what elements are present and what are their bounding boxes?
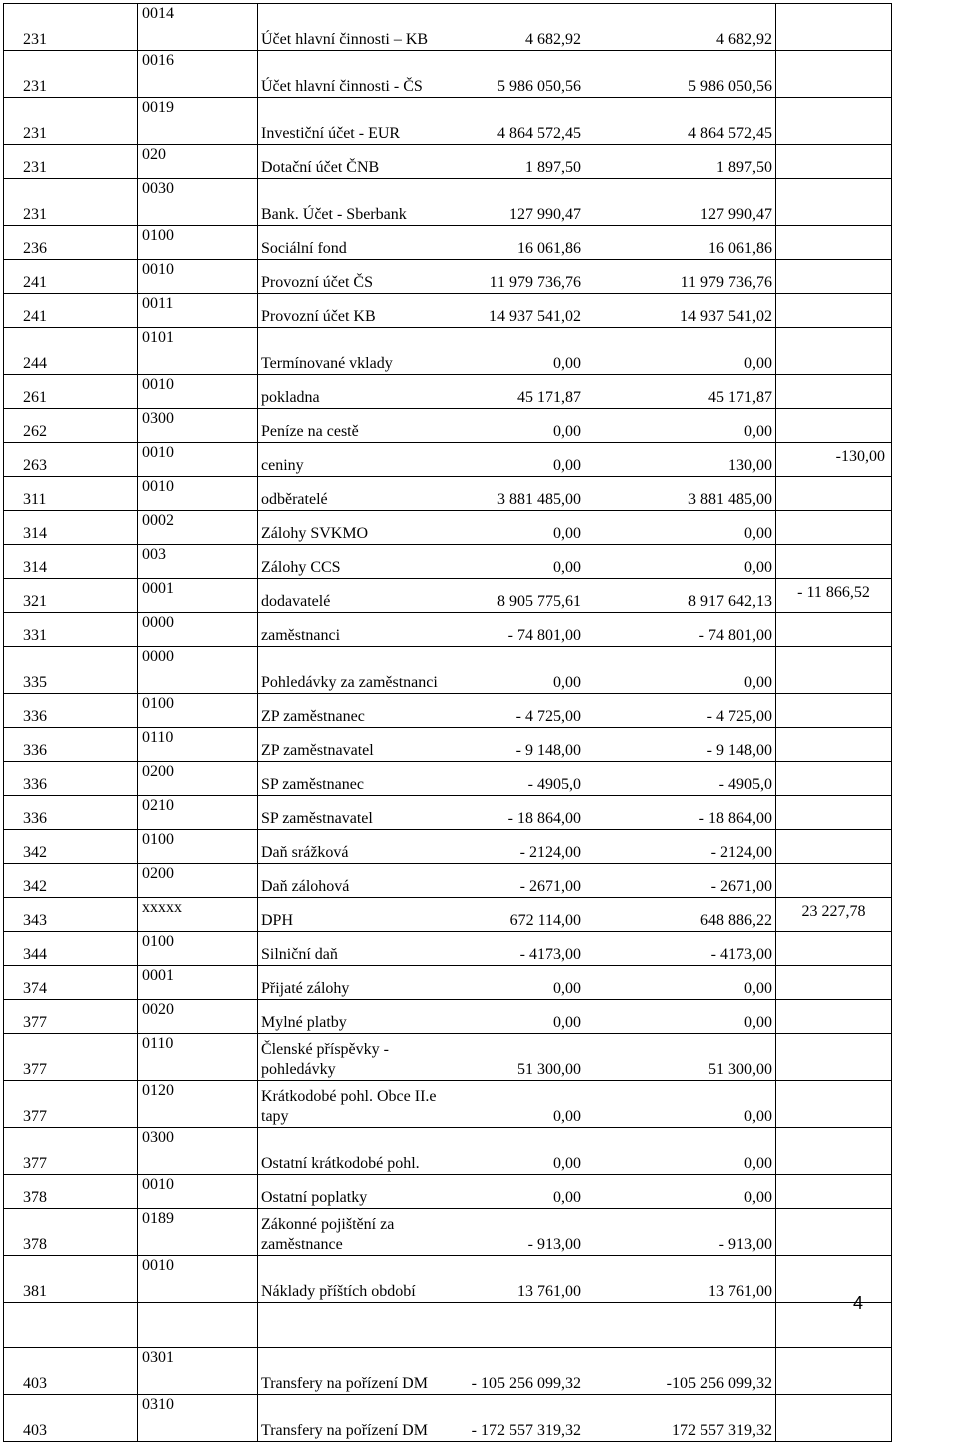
balance-value: 0,00 [441, 1128, 584, 1175]
account-number: 331 [4, 613, 138, 647]
difference-value [776, 1209, 892, 1256]
account-name: Pohledávky za zaměstnanci [258, 647, 442, 694]
ledger-value: 8 917 642,13 [584, 579, 776, 613]
analytic-code: 0010 [138, 443, 258, 477]
difference-value [776, 477, 892, 511]
table-row [4, 179, 892, 226]
account-number: 403 [4, 1348, 138, 1395]
account-name: SP zaměstnanec [258, 762, 442, 796]
difference-value [776, 375, 892, 409]
account-name: Náklady příštích období [258, 1256, 442, 1303]
analytic-code: 0110 [138, 1034, 258, 1081]
balance-value: - 172 557 319,32 [441, 1395, 584, 1442]
account-number: 336 [4, 694, 138, 728]
difference-value [776, 1303, 892, 1348]
account-name: Peníze na cestě [258, 409, 442, 443]
balance-value: 0,00 [441, 409, 584, 443]
account-name: pokladna [258, 375, 442, 409]
balance-value: 11 979 736,76 [441, 260, 584, 294]
page-number: 4 [853, 1293, 864, 1313]
account-number: 314 [4, 545, 138, 579]
balance-value: 0,00 [441, 328, 584, 375]
account-name: Krátkodobé pohl. Obce II.e tapy [258, 1081, 442, 1128]
analytic-code: xxxxx [138, 898, 258, 932]
balance-value: 0,00 [441, 511, 584, 545]
table-row [4, 1034, 892, 1081]
table-row [4, 4, 892, 51]
analytic-code: 0010 [138, 477, 258, 511]
difference-value [776, 260, 892, 294]
account-number: 231 [4, 4, 138, 51]
balance-value: - 2124,00 [441, 830, 584, 864]
account-name: Členské příspěvky - pohledávky [258, 1034, 442, 1081]
balance-value: 3 881 485,00 [441, 477, 584, 511]
balance-value: 51 300,00 [441, 1034, 584, 1081]
account-number: 314 [4, 511, 138, 545]
table-row [4, 443, 892, 477]
account-name: ZP zaměstnavatel [258, 728, 442, 762]
account-number: 231 [4, 145, 138, 179]
balance-value: 4 682,92 [441, 4, 584, 51]
ledger-value: 127 990,47 [584, 179, 776, 226]
analytic-code: 0310 [138, 1395, 258, 1442]
account-name: Bank. Účet - Sberbank [258, 179, 442, 226]
analytic-code: 0200 [138, 864, 258, 898]
table-row [4, 647, 892, 694]
account-number: 378 [4, 1209, 138, 1256]
balance-value: 14 937 541,02 [441, 294, 584, 328]
account-name: Termínované vklady [258, 328, 442, 375]
ledger-value: - 913,00 [584, 1209, 776, 1256]
balance-value: 672 114,00 [441, 898, 584, 932]
account-number: 374 [4, 966, 138, 1000]
table-row [4, 98, 892, 145]
account-number: 336 [4, 728, 138, 762]
table-row [4, 145, 892, 179]
ledger-value: - 4 725,00 [584, 694, 776, 728]
difference-value [776, 1034, 892, 1081]
table-row [4, 1348, 892, 1395]
ledger-value: 45 171,87 [584, 375, 776, 409]
analytic-code [138, 1303, 258, 1348]
analytic-code: 003 [138, 545, 258, 579]
difference-value [776, 762, 892, 796]
account-name: dodavatelé [258, 579, 442, 613]
ledger-value: 0,00 [584, 1175, 776, 1209]
analytic-code: 0019 [138, 98, 258, 145]
ledger-value: 0,00 [584, 328, 776, 375]
account-name: Účet hlavní činnosti - ČS [258, 51, 442, 98]
account-name: Daň srážková [258, 830, 442, 864]
balance-value: 8 905 775,61 [441, 579, 584, 613]
account-name: Provozní účet ČS [258, 260, 442, 294]
ledger-value: 130,00 [584, 443, 776, 477]
balance-value: - 2671,00 [441, 864, 584, 898]
ledger-value: 0,00 [584, 647, 776, 694]
ledger-value [584, 1303, 776, 1348]
difference-value [776, 1128, 892, 1175]
table-row [4, 613, 892, 647]
account-number: 231 [4, 98, 138, 145]
ledger-value: 51 300,00 [584, 1034, 776, 1081]
difference-value [776, 98, 892, 145]
analytic-code: 0210 [138, 796, 258, 830]
ledger-value: - 4173,00 [584, 932, 776, 966]
table-row [4, 966, 892, 1000]
balance-value: 0,00 [441, 443, 584, 477]
difference-value [776, 226, 892, 260]
analytic-code: 0014 [138, 4, 258, 51]
difference-value: 23 227,78 [776, 898, 892, 932]
analytic-code: 0000 [138, 613, 258, 647]
ledger-value: - 9 148,00 [584, 728, 776, 762]
account-number: 403 [4, 1395, 138, 1442]
ledger-value: 1 897,50 [584, 145, 776, 179]
account-name: Přijaté zálohy [258, 966, 442, 1000]
account-name: Daň zálohová [258, 864, 442, 898]
ledger-value: 0,00 [584, 1000, 776, 1034]
ledger-value: 648 886,22 [584, 898, 776, 932]
table-row [4, 328, 892, 375]
table-row [4, 796, 892, 830]
balance-value: - 4905,0 [441, 762, 584, 796]
account-number: 343 [4, 898, 138, 932]
analytic-code: 0301 [138, 1348, 258, 1395]
ledger-value: - 18 864,00 [584, 796, 776, 830]
ledger-value: 0,00 [584, 1128, 776, 1175]
account-number: 263 [4, 443, 138, 477]
account-name: Ostatní krátkodobé pohl. [258, 1128, 442, 1175]
analytic-code: 0010 [138, 1256, 258, 1303]
analytic-code: 0110 [138, 728, 258, 762]
table-row [4, 830, 892, 864]
account-number: 381 [4, 1256, 138, 1303]
balance-value: 4 864 572,45 [441, 98, 584, 145]
difference-value [776, 728, 892, 762]
ledger-value: 0,00 [584, 511, 776, 545]
table-row [4, 762, 892, 796]
account-number: 378 [4, 1175, 138, 1209]
account-name: SP zaměstnavatel [258, 796, 442, 830]
balance-value: 127 990,47 [441, 179, 584, 226]
balance-value: 1 897,50 [441, 145, 584, 179]
account-name: Zákonné pojištění za zaměstnance [258, 1209, 442, 1256]
account-name [258, 1303, 442, 1348]
table-row [4, 1128, 892, 1175]
table-row [4, 1081, 892, 1128]
difference-value [776, 1175, 892, 1209]
difference-value [776, 796, 892, 830]
balance-value: 16 061,86 [441, 226, 584, 260]
analytic-code: 0002 [138, 511, 258, 545]
analytic-code: 0189 [138, 1209, 258, 1256]
account-number: 344 [4, 932, 138, 966]
difference-value: - 11 866,52 [776, 579, 892, 613]
difference-value [776, 864, 892, 898]
difference-value [776, 4, 892, 51]
ledger-value: 0,00 [584, 545, 776, 579]
account-name: Zálohy SVKMO [258, 511, 442, 545]
account-number: 321 [4, 579, 138, 613]
difference-value [776, 545, 892, 579]
ledger-value: - 74 801,00 [584, 613, 776, 647]
analytic-code: 0100 [138, 694, 258, 728]
analytic-code: 0120 [138, 1081, 258, 1128]
table-row [4, 1175, 892, 1209]
table-row [4, 294, 892, 328]
analytic-code: 0011 [138, 294, 258, 328]
analytic-code: 0030 [138, 179, 258, 226]
balance-value: - 18 864,00 [441, 796, 584, 830]
balance-value: - 9 148,00 [441, 728, 584, 762]
difference-value [776, 830, 892, 864]
account-name: ceniny [258, 443, 442, 477]
account-name: Provozní účet KB [258, 294, 442, 328]
difference-value [776, 1395, 892, 1442]
difference-value [776, 179, 892, 226]
table-row [4, 694, 892, 728]
account-number: 377 [4, 1128, 138, 1175]
balance-value: - 74 801,00 [441, 613, 584, 647]
account-number: 377 [4, 1034, 138, 1081]
balance-value: 0,00 [441, 647, 584, 694]
analytic-code: 020 [138, 145, 258, 179]
analytic-code: 0000 [138, 647, 258, 694]
table-row [4, 477, 892, 511]
ledger-value: - 2124,00 [584, 830, 776, 864]
table-row [4, 375, 892, 409]
analytic-code: 0300 [138, 409, 258, 443]
table-row [4, 864, 892, 898]
balance-value: 5 986 050,56 [441, 51, 584, 98]
analytic-code: 0010 [138, 1175, 258, 1209]
account-number: 231 [4, 179, 138, 226]
account-number: 236 [4, 226, 138, 260]
ledger-value: 4 682,92 [584, 4, 776, 51]
balance-value: 13 761,00 [441, 1256, 584, 1303]
ledger-value: - 4905,0 [584, 762, 776, 796]
balance-value: - 105 256 099,32 [441, 1348, 584, 1395]
table-row [4, 511, 892, 545]
table-row [4, 409, 892, 443]
analytic-code: 0001 [138, 579, 258, 613]
account-name: Transfery na pořízení DM [258, 1348, 442, 1395]
account-number [4, 1303, 138, 1348]
account-number: 261 [4, 375, 138, 409]
difference-value: -130,00 [776, 443, 892, 477]
table-row [4, 898, 892, 932]
balance-value: 0,00 [441, 545, 584, 579]
analytic-code: 0100 [138, 932, 258, 966]
difference-value [776, 1256, 892, 1303]
account-name: Ostatní poplatky [258, 1175, 442, 1209]
ledger-value: 14 937 541,02 [584, 294, 776, 328]
account-number: 377 [4, 1000, 138, 1034]
account-number: 335 [4, 647, 138, 694]
analytic-code: 0016 [138, 51, 258, 98]
balance-value: - 4 725,00 [441, 694, 584, 728]
analytic-code: 0001 [138, 966, 258, 1000]
table-row [4, 728, 892, 762]
account-name: ZP zaměstnanec [258, 694, 442, 728]
account-number: 377 [4, 1081, 138, 1128]
analytic-code: 0200 [138, 762, 258, 796]
account-number: 241 [4, 260, 138, 294]
account-number: 311 [4, 477, 138, 511]
difference-value [776, 51, 892, 98]
account-number: 241 [4, 294, 138, 328]
difference-value [776, 328, 892, 375]
difference-value [776, 511, 892, 545]
table-row [4, 1209, 892, 1256]
balance-value: - 913,00 [441, 1209, 584, 1256]
ledger-value: 3 881 485,00 [584, 477, 776, 511]
ledger-value: 0,00 [584, 409, 776, 443]
balance-value: 0,00 [441, 1000, 584, 1034]
table-row [4, 1000, 892, 1034]
table-row [4, 932, 892, 966]
ledger-value: - 2671,00 [584, 864, 776, 898]
ledger-value: 4 864 572,45 [584, 98, 776, 145]
analytic-code: 0300 [138, 1128, 258, 1175]
table-row [4, 579, 892, 613]
account-name: Sociální fond [258, 226, 442, 260]
analytic-code: 0100 [138, 830, 258, 864]
account-number: 231 [4, 51, 138, 98]
balance-value: 0,00 [441, 966, 584, 1000]
analytic-code: 0100 [138, 226, 258, 260]
table-row [4, 545, 892, 579]
account-name: Účet hlavní činnosti – KB [258, 4, 442, 51]
difference-value [776, 694, 892, 728]
analytic-code: 0020 [138, 1000, 258, 1034]
balance-value: 0,00 [441, 1081, 584, 1128]
account-number: 244 [4, 328, 138, 375]
analytic-code: 0101 [138, 328, 258, 375]
account-number: 262 [4, 409, 138, 443]
difference-value [776, 409, 892, 443]
balance-value: 0,00 [441, 1175, 584, 1209]
ledger-table [3, 3, 892, 1442]
table-row [4, 1395, 892, 1442]
difference-value [776, 294, 892, 328]
balance-value: 45 171,87 [441, 375, 584, 409]
analytic-code: 0010 [138, 375, 258, 409]
table-row [4, 226, 892, 260]
account-name: odběratelé [258, 477, 442, 511]
table-row [4, 1256, 892, 1303]
difference-value [776, 1000, 892, 1034]
account-name: zaměstnanci [258, 613, 442, 647]
account-name: Zálohy CCS [258, 545, 442, 579]
difference-value [776, 932, 892, 966]
account-name: Investiční účet - EUR [258, 98, 442, 145]
ledger-value: 11 979 736,76 [584, 260, 776, 294]
ledger-value: 0,00 [584, 966, 776, 1000]
account-name: Transfery na pořízení DM [258, 1395, 442, 1442]
account-name: Mylné platby [258, 1000, 442, 1034]
ledger-value: 16 061,86 [584, 226, 776, 260]
ledger-value: 5 986 050,56 [584, 51, 776, 98]
analytic-code: 0010 [138, 260, 258, 294]
balance-value: - 4173,00 [441, 932, 584, 966]
table-row [4, 51, 892, 98]
difference-value [776, 613, 892, 647]
account-name: Dotační účet ČNB [258, 145, 442, 179]
difference-value [776, 647, 892, 694]
difference-value [776, 1081, 892, 1128]
ledger-value: 0,00 [584, 1081, 776, 1128]
account-number: 336 [4, 762, 138, 796]
ledger-value: 172 557 319,32 [584, 1395, 776, 1442]
difference-value [776, 966, 892, 1000]
account-name: DPH [258, 898, 442, 932]
table-row [4, 1303, 892, 1348]
account-number: 342 [4, 864, 138, 898]
balance-value [441, 1303, 584, 1348]
account-name: Silniční daň [258, 932, 442, 966]
ledger-value: 13 761,00 [584, 1256, 776, 1303]
account-number: 342 [4, 830, 138, 864]
difference-value [776, 145, 892, 179]
difference-value [776, 1348, 892, 1395]
ledger-value: -105 256 099,32 [584, 1348, 776, 1395]
account-number: 336 [4, 796, 138, 830]
table-row [4, 260, 892, 294]
